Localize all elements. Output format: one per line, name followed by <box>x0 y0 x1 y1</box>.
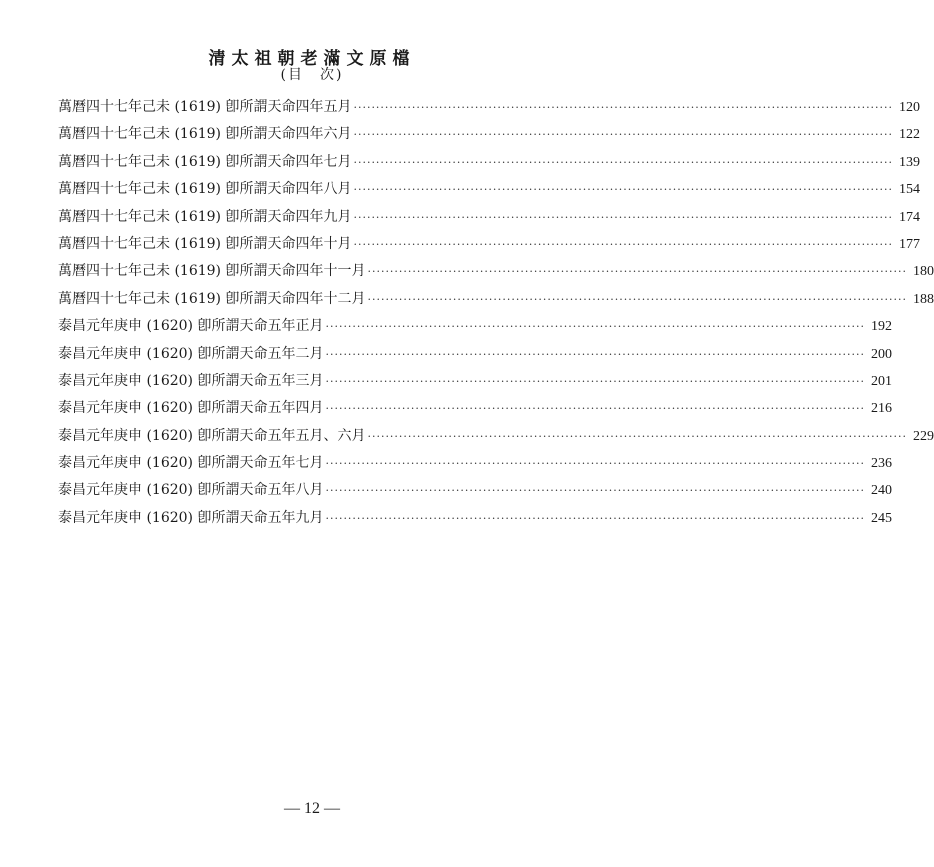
toc-entry-label: 萬曆四十七年己未 (1619) 卽所謂天命四年十一月 <box>58 263 366 280</box>
toc-entry-page: 154 <box>899 182 921 198</box>
toc-entry <box>58 370 893 397</box>
toc-entry-label: 泰昌元年庚申 (1620) 卽所謂天命五年二月 <box>58 345 324 362</box>
toc-entry-page: 245 <box>871 510 893 526</box>
toc-entry-page: 180 <box>913 264 934 280</box>
toc-entry-label: 萬曆四十七年己未 (1619) 卽所謂天命四年十月 <box>58 235 352 252</box>
toc-entry <box>58 233 921 260</box>
toc-entry <box>58 315 893 342</box>
toc-entry-label: 泰昌元年庚申 (1620) 卽所謂天命五年三月 <box>58 372 324 389</box>
toc-entry <box>58 507 893 534</box>
toc-leader-dots: ························································································································ <box>367 292 908 306</box>
toc-leader-dots: ························································································································ <box>325 457 866 471</box>
toc-entry <box>58 151 921 178</box>
toc-entry-label: 泰昌元年庚申 (1620) 卽所謂天命五年八月 <box>58 482 324 499</box>
toc-leader-dots: ························································································································ <box>325 484 866 498</box>
toc-entry-page: 120 <box>899 100 921 115</box>
toc-entry-label: 萬曆四十七年己未 (1619) 卽所謂天命四年八月 <box>58 181 352 198</box>
toc-entry-label: 萬曆四十七年己未 (1619) 卽所謂天命四年十二月 <box>58 290 366 307</box>
toc-entry-page: 122 <box>899 127 921 143</box>
toc-leader-dots: ························································································································ <box>353 183 894 197</box>
toc-entry <box>58 288 934 315</box>
toc-entry-page: 201 <box>871 373 893 389</box>
toc-entry-label: 泰昌元年庚申 (1620) 卽所謂天命五年五月、六月 <box>58 427 366 444</box>
toc-leader-dots: ························································································································ <box>353 101 894 114</box>
toc-leader-dots: ························································································································ <box>367 265 908 279</box>
toc-entry-page: 229 <box>913 428 934 444</box>
page-number: — 12 — <box>284 800 340 817</box>
toc-entry-page: 188 <box>913 291 934 307</box>
toc-entry-label: 萬曆四十七年己未 (1619) 卽所謂天命四年七月 <box>58 153 352 170</box>
toc-entry <box>58 452 893 479</box>
document-title: 清太祖朝老滿文原檔 <box>208 49 416 69</box>
toc-leader-dots: ························································································································ <box>325 320 866 334</box>
toc-entry-page: 192 <box>871 319 893 335</box>
toc-leader-dots: ························································································································ <box>325 511 866 525</box>
toc-entry-label: 萬曆四十七年己未 (1619) 卽所謂天命四年五月 <box>58 99 352 115</box>
toc-entry-label: 泰昌元年庚申 (1620) 卽所謂天命五年四月 <box>58 400 324 417</box>
toc-entry-page: 236 <box>871 456 893 472</box>
toc-leader-dots: ························································································································ <box>325 347 866 361</box>
toc-entry-label: 泰昌元年庚申 (1620) 卽所謂天命五年九月 <box>58 509 324 526</box>
toc-entry-page: 216 <box>871 401 893 417</box>
toc-entry-label: 泰昌元年庚申 (1620) 卽所謂天命五年正月 <box>58 318 324 335</box>
toc-leader-dots: ························································································································ <box>325 402 866 416</box>
toc-leader-dots: ························································································································ <box>353 237 894 251</box>
toc-entry-label: 萬曆四十七年己未 (1619) 卽所謂天命四年九月 <box>58 208 352 225</box>
toc-leader-dots: ························································································································ <box>325 374 866 388</box>
toc-leader-dots: ························································································································ <box>367 429 908 443</box>
toc-entry <box>58 260 934 287</box>
toc-entry <box>58 343 893 370</box>
toc-leader-dots: ························································································································ <box>353 155 894 169</box>
toc-leader-dots: ························································································································ <box>353 210 894 224</box>
toc-entry <box>58 425 934 452</box>
toc-entry-page: 200 <box>871 346 893 362</box>
toc-entry <box>58 178 921 205</box>
toc-entry-page: 177 <box>899 236 921 252</box>
toc-entry <box>58 479 893 506</box>
toc-entry <box>58 397 893 424</box>
toc-entry-page: 174 <box>899 209 921 225</box>
toc-entry <box>58 206 921 233</box>
toc-entry-page: 240 <box>871 483 893 499</box>
toc-entry <box>58 123 921 150</box>
toc-entry <box>58 96 921 123</box>
toc-entry-page: 139 <box>899 154 921 170</box>
document-subtitle: (目 次) <box>280 67 344 83</box>
table-of-contents <box>58 96 934 534</box>
toc-entry-label: 泰昌元年庚申 (1620) 卽所謂天命五年七月 <box>58 455 324 472</box>
toc-entry-label: 萬曆四十七年己未 (1619) 卽所謂天命四年六月 <box>58 126 352 143</box>
toc-leader-dots: ························································································································ <box>353 128 894 142</box>
